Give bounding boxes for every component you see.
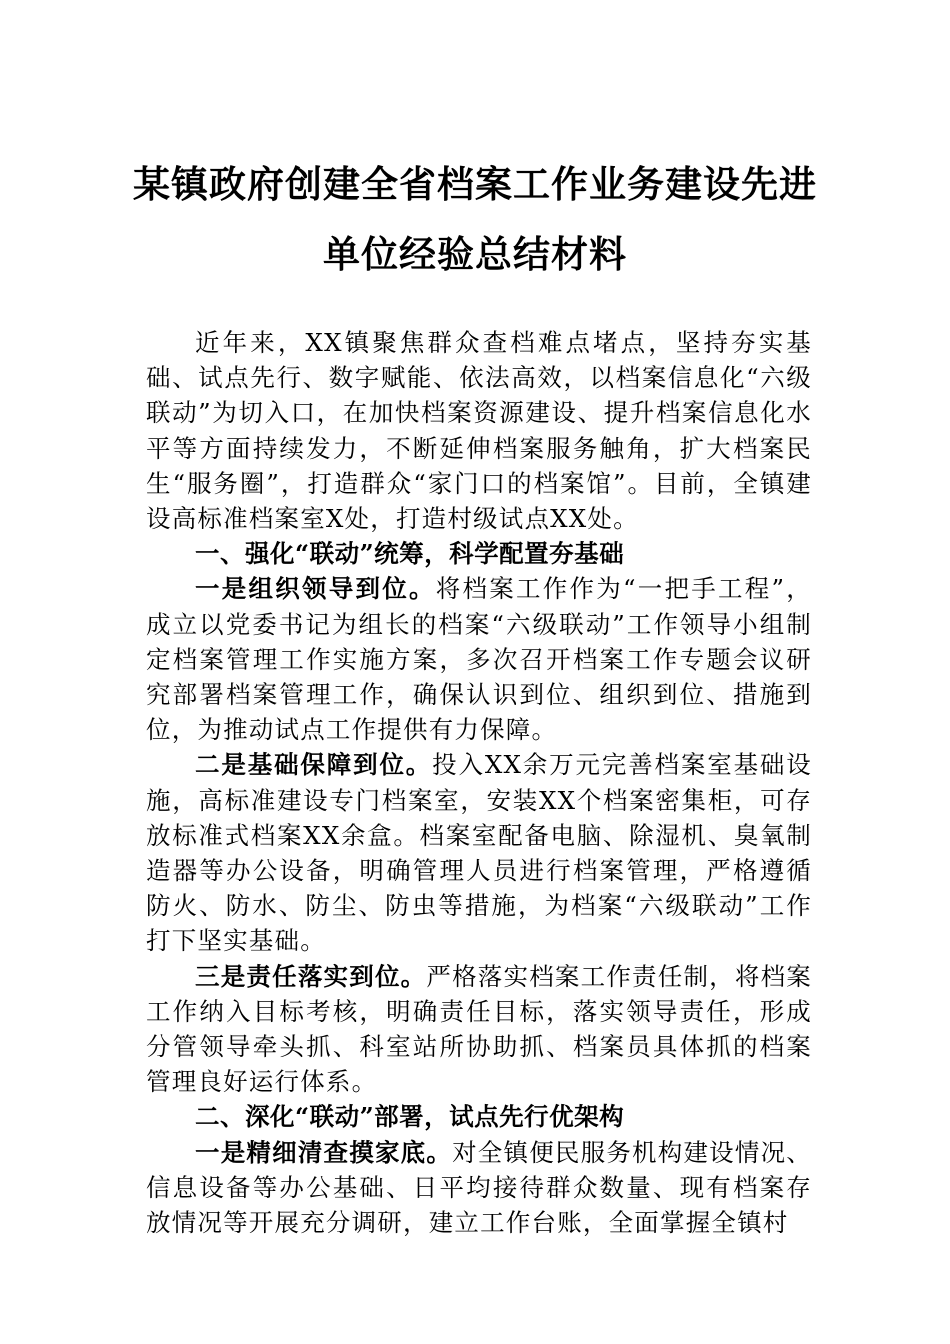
document-body <box>146 325 812 1240</box>
document-title-line-1: 某镇政府创建全省档案工作业务建设先进 <box>133 162 817 206</box>
section-2-paragraph-1 <box>146 1135 812 1241</box>
paragraph-lead: 一是组织领导到位。 <box>195 574 436 604</box>
paragraph-lead: 三是责任落实到位。 <box>195 961 427 991</box>
paragraph-lead: 二是基础保障到位。 <box>195 750 433 780</box>
document-title-line-2: 单位经验总结材料 <box>323 232 627 276</box>
section-1-paragraph-1 <box>146 571 812 747</box>
section-1-paragraph-2 <box>146 747 812 958</box>
intro-paragraph: 近年来，XX镇聚焦群众查档难点堵点，坚持夯实基础、试点先行、数字赋能、依法高效，以档案信息化“六级联动”为切入口，在加快档案资源建设、提升档案信息化水平等方面持续发力，不断延伸档案服务触角，扩大档案民生“服务圈”，打造群众“家门口的档案馆”。目前，全镇建设高标准档案室X处，打造村级试点XX处。 <box>146 328 812 534</box>
paragraph-text: 对全镇便民服务机构建设情况、信息设备等办公基础、日平均接待群众数量、现有档案存放情况等开展充分调研，建立工作台账，全面掌握全镇村 <box>146 1137 812 1238</box>
section-1-heading: 一、强化“联动”统筹，科学配置夯基础 <box>195 539 625 569</box>
paragraph-text: 投入XX余万元完善档案室基础设施，高标准建设专门档案室，安装XX个档案密集柜，可存放标准式档案XX余盒。档案室配备电脑、除湿机、臭氧制造器等办公设备，明确管理人员进行档案管理，严格遵循防火、防水、防尘、防虫等措施，为档案“六级联动”工作打下坚实基础。 <box>146 750 812 956</box>
paragraph-lead: 一是精细清查摸家底。 <box>195 1137 453 1167</box>
paragraph-text: 严格落实档案工作责任制，将档案工作纳入目标考核，明确责任目标，落实领导责任，形成分管领导牵头抓、科室站所协助抓、档案员具体抓的档案管理良好运行体系。 <box>146 961 812 1097</box>
paragraph-text: 将档案工作作为“一把手工程”，成立以党委书记为组长的档案“六级联动”工作领导小组制定档案管理工作实施方案，多次召开档案工作专题会议研究部署档案管理工作，确保认识到位、组织到位、措施到位，为推动试点工作提供有力保障。 <box>146 574 812 745</box>
section-1-paragraph-3 <box>146 959 812 1100</box>
section-2-heading: 二、深化“联动”部署，试点先行优架构 <box>195 1102 625 1132</box>
